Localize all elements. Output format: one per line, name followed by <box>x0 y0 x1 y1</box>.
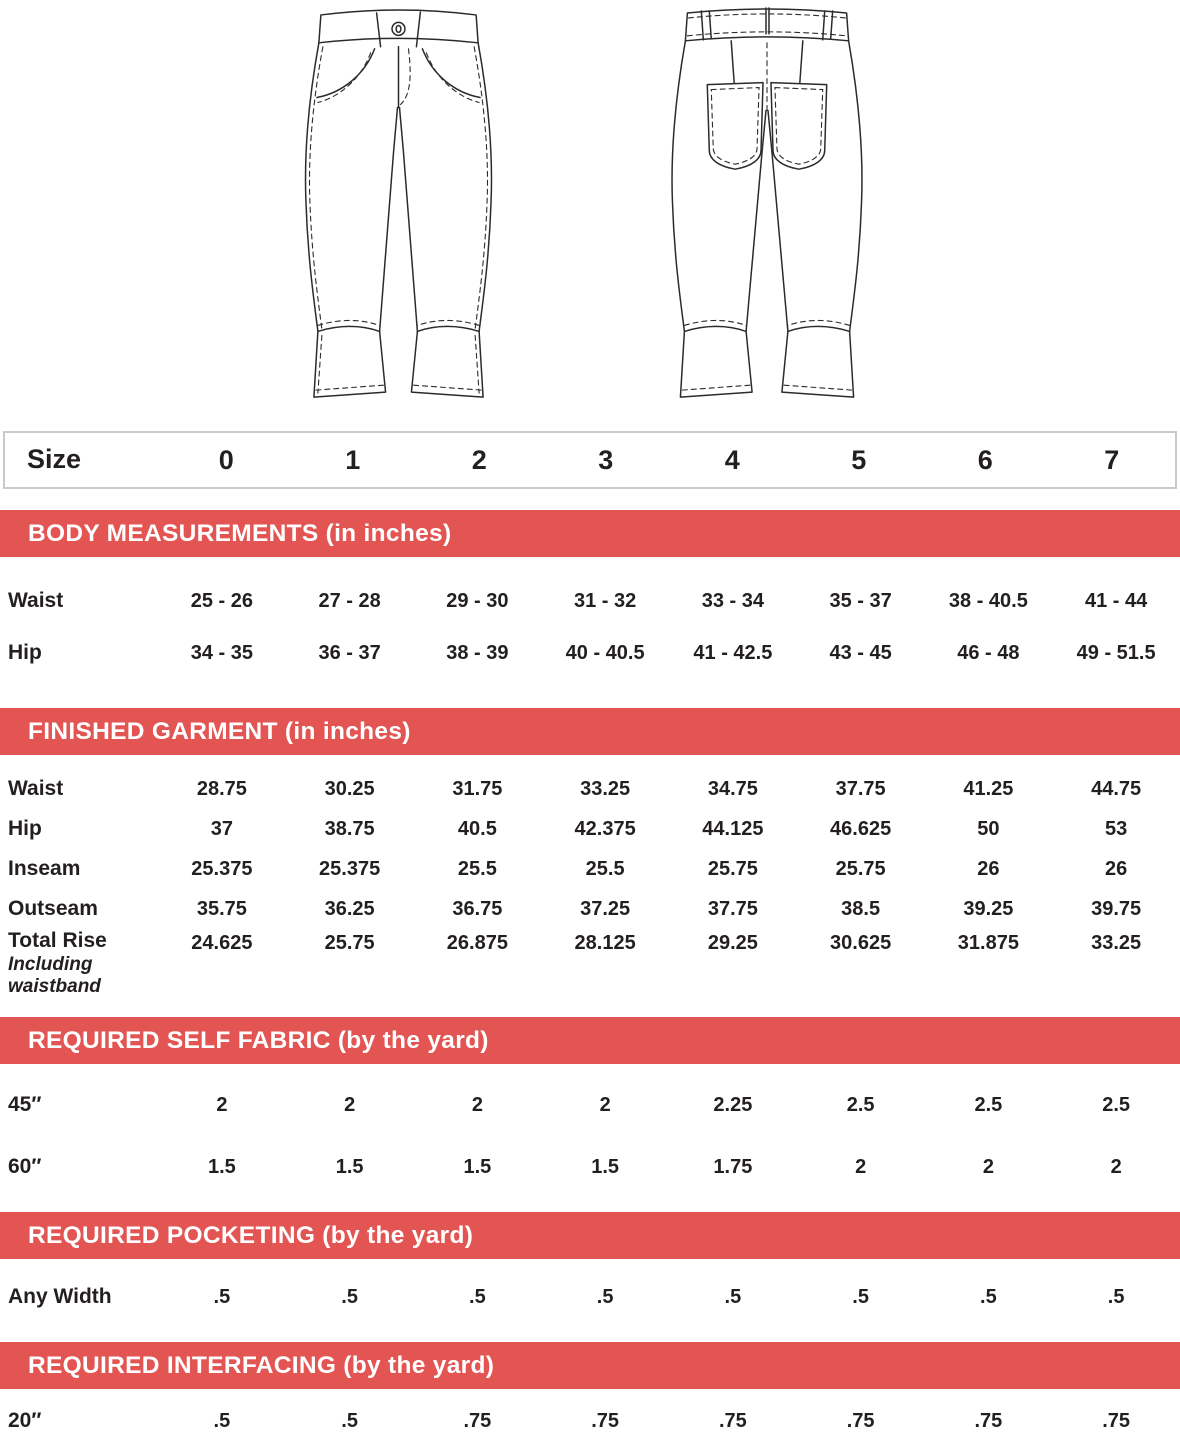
section-required-pocketing <box>0 1212 1180 1327</box>
value-cell: .5 <box>724 1285 742 1308</box>
value-cell: .5 <box>980 1285 997 1308</box>
value-cell: 2 <box>216 1093 228 1116</box>
value-cell: 1 <box>345 444 361 475</box>
section-finished-garment <box>0 708 1180 997</box>
section-header-required-self-fabric <box>0 1017 1180 1064</box>
section-required-self-fabric <box>0 1017 1180 1198</box>
table-row <box>0 1395 1180 1447</box>
value-cell: 39.75 <box>1091 897 1142 920</box>
row-label: 60″ <box>8 1154 42 1178</box>
value-cell: 26.875 <box>446 932 508 954</box>
value-cell: 25.5 <box>457 857 497 880</box>
row-label: Inseam <box>8 856 81 880</box>
value-cell: 25.75 <box>835 857 886 880</box>
section-header-body-measurements <box>0 510 1180 557</box>
section-title: REQUIRED SELF FABRIC (by the yard) <box>28 1026 489 1054</box>
value-cell: 37 <box>210 817 233 840</box>
row-label: Total Rise Including waistband <box>0 929 158 998</box>
value-cell: 27 - 28 <box>318 589 381 612</box>
value-cell: 25.75 <box>324 932 375 954</box>
value-cell: 38.5 <box>841 897 881 920</box>
value-cell: 50 <box>977 817 1000 840</box>
value-cell: 5 <box>851 444 867 475</box>
value-cell: 2 <box>1110 1155 1122 1178</box>
value-cell: 25 - 26 <box>190 589 253 612</box>
section-title: REQUIRED POCKETING (by the yard) <box>28 1221 474 1249</box>
value-cell: 42.375 <box>574 817 636 840</box>
section-title: REQUIRED INTERFACING (by the yard) <box>28 1351 495 1379</box>
value-cell: .5 <box>213 1285 231 1308</box>
value-cell: 31 - 32 <box>573 589 637 612</box>
value-cell: 43 - 45 <box>829 641 892 664</box>
value-cell: .5 <box>596 1285 614 1308</box>
value-cell: 35 - 37 <box>829 589 892 612</box>
value-cell: 1.5 <box>463 1155 492 1178</box>
value-cell: 25.375 <box>191 857 253 880</box>
value-cell: 2 <box>855 1155 867 1178</box>
value-cell: 2 <box>344 1093 356 1116</box>
size-header-row <box>3 431 1177 489</box>
pants-front-flat-icon <box>291 3 506 415</box>
value-cell: 41 - 44 <box>1084 589 1148 612</box>
value-cell: 29.25 <box>707 932 758 954</box>
value-cell: 33.25 <box>1091 932 1142 954</box>
value-cell: 2 <box>471 444 487 475</box>
value-cell: 25.75 <box>707 857 758 880</box>
section-title: FINISHED GARMENT (in inches) <box>28 717 411 745</box>
value-cell: 46 - 48 <box>957 641 1020 664</box>
value-cell: 44.75 <box>1091 777 1142 800</box>
value-cell: 2.5 <box>846 1093 875 1116</box>
value-cell: 29 - 30 <box>446 589 509 612</box>
value-cell: 2 <box>982 1155 994 1178</box>
value-cell: 34.75 <box>707 777 758 800</box>
value-cell: .75 <box>1102 1409 1131 1432</box>
value-cell: 31.75 <box>452 777 503 800</box>
value-cell: .75 <box>974 1409 1003 1432</box>
value-cell: 2 <box>599 1093 611 1116</box>
value-cell: 33 - 34 <box>701 589 764 612</box>
row-sublabel: Including waistband <box>8 954 101 997</box>
value-cell: 35.75 <box>196 897 247 920</box>
value-cell: 40.5 <box>457 817 497 840</box>
value-cell: 2.5 <box>1102 1093 1131 1116</box>
table-row <box>0 627 1180 679</box>
table-row <box>0 849 1180 889</box>
row-label: Waist <box>8 588 64 612</box>
value-cell: .75 <box>591 1409 620 1432</box>
value-cell: 36.75 <box>452 897 503 920</box>
value-cell: 36.25 <box>324 897 375 920</box>
value-cell: 25.375 <box>319 857 381 880</box>
value-cell: 38.75 <box>324 817 375 840</box>
value-cell: 31.875 <box>957 932 1019 954</box>
pants-back-flat-icon <box>657 3 877 415</box>
row-label: Hip <box>8 640 42 664</box>
table-row <box>0 889 1180 929</box>
value-cell: 1.5 <box>207 1155 236 1178</box>
value-cell: 28.125 <box>574 932 636 954</box>
garment-illustrations <box>0 0 1180 420</box>
value-cell: 6 <box>977 444 993 475</box>
section-header-required-interfacing <box>0 1342 1180 1389</box>
value-cell: 33.25 <box>580 777 631 800</box>
value-cell: 2.25 <box>713 1093 753 1116</box>
table-row <box>0 809 1180 849</box>
value-cell: 1.75 <box>713 1155 753 1178</box>
value-cell: .5 <box>213 1409 231 1432</box>
section-header-required-pocketing <box>0 1212 1180 1259</box>
value-cell: 53 <box>1105 817 1128 840</box>
value-cell: 1.5 <box>335 1155 364 1178</box>
table-row <box>0 1074 1180 1136</box>
value-cell: 40 - 40.5 <box>565 641 645 664</box>
section-required-interfacing <box>0 1342 1180 1447</box>
row-label: 45″ <box>8 1092 42 1116</box>
value-cell: .5 <box>469 1285 486 1308</box>
value-cell: 38 - 39 <box>446 641 509 664</box>
value-cell: .5 <box>1107 1285 1125 1308</box>
section-title: BODY MEASUREMENTS (in inches) <box>28 519 452 547</box>
table-row <box>0 929 1180 997</box>
value-cell: 37.25 <box>580 897 631 920</box>
value-cell: 26 <box>977 857 1000 880</box>
value-cell: 38 - 40.5 <box>948 589 1028 612</box>
value-cell: 46.625 <box>830 817 892 840</box>
row-label: Waist <box>8 776 64 800</box>
row-label: Hip <box>8 816 42 840</box>
value-cell: 41 - 42.5 <box>693 641 773 664</box>
table-row <box>5 433 1175 487</box>
value-cell: 1.5 <box>591 1155 620 1178</box>
value-cell: 36 - 37 <box>318 641 381 664</box>
value-cell: .5 <box>341 1409 358 1432</box>
value-cell: .5 <box>852 1285 869 1308</box>
value-cell: 2 <box>471 1093 483 1116</box>
value-cell: 34 - 35 <box>190 641 253 664</box>
value-cell: .5 <box>341 1285 358 1308</box>
value-cell: 3 <box>598 444 614 475</box>
value-cell: 0 <box>218 444 234 475</box>
row-label: Any Width <box>8 1284 112 1308</box>
row-label: Size <box>27 444 82 475</box>
value-cell: 24.625 <box>191 932 253 954</box>
value-cell: .75 <box>718 1409 747 1432</box>
value-cell: .75 <box>846 1409 875 1432</box>
value-cell: 41.25 <box>963 777 1014 800</box>
row-label: 20″ <box>8 1408 42 1432</box>
value-cell: 2.5 <box>974 1093 1003 1116</box>
table-row <box>0 1267 1180 1327</box>
value-cell: 49 - 51.5 <box>1076 641 1156 664</box>
table-row <box>0 769 1180 809</box>
value-cell: 28.75 <box>196 777 247 800</box>
row-label: Outseam <box>8 896 98 920</box>
value-cell: 30.25 <box>324 777 375 800</box>
value-cell: 7 <box>1104 444 1120 475</box>
value-cell: 44.125 <box>702 817 764 840</box>
value-cell: 39.25 <box>963 897 1014 920</box>
table-row <box>0 575 1180 627</box>
value-cell: 4 <box>724 444 740 475</box>
table-row <box>0 1136 1180 1198</box>
value-cell: 30.625 <box>830 932 892 954</box>
section-body-measurements <box>0 510 1180 679</box>
value-cell: .75 <box>463 1409 492 1432</box>
section-header-finished-garment <box>0 708 1180 755</box>
value-cell: 37.75 <box>707 897 758 920</box>
value-cell: 37.75 <box>835 777 886 800</box>
value-cell: 25.5 <box>585 857 625 880</box>
value-cell: 26 <box>1105 857 1128 880</box>
